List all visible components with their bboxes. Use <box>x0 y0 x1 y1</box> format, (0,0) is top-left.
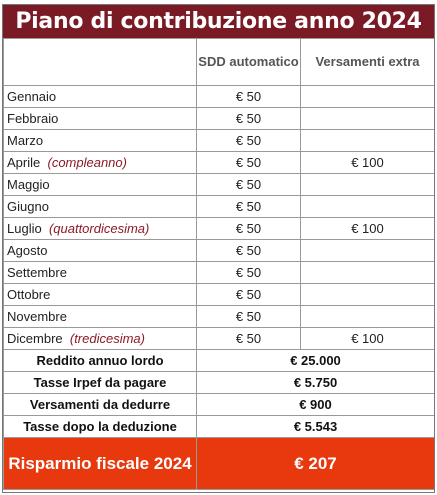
month-cell[interactable] <box>4 306 197 328</box>
sdd-cell[interactable]: € 50 <box>197 262 301 284</box>
month-note: (quattordicesima) <box>48 221 150 236</box>
month-name: Aprile <box>7 155 41 170</box>
month-row <box>4 240 435 262</box>
sdd-cell[interactable]: € 50 <box>197 284 301 306</box>
extra-cell[interactable]: € 100 <box>301 218 435 240</box>
summary-row <box>4 350 435 372</box>
summary-label[interactable]: Tasse Irpef da pagare <box>4 372 197 394</box>
month-cell[interactable] <box>4 108 197 130</box>
month-cell[interactable] <box>4 262 197 284</box>
savings-row <box>4 438 435 490</box>
month-name: Gennaio <box>7 89 57 104</box>
summary-label[interactable]: Tasse dopo la deduzione <box>4 416 197 438</box>
summary-value[interactable]: € 5.750 <box>197 372 435 394</box>
month-cell[interactable] <box>4 240 197 262</box>
summary-label[interactable]: Versamenti da dedurre <box>4 394 197 416</box>
month-cell[interactable] <box>4 196 197 218</box>
extra-cell[interactable] <box>301 86 435 108</box>
month-row <box>4 108 435 130</box>
extra-cell[interactable] <box>301 130 435 152</box>
extra-cell[interactable]: € 100 <box>301 152 435 174</box>
sdd-cell[interactable]: € 50 <box>197 86 301 108</box>
sdd-cell[interactable]: € 50 <box>197 108 301 130</box>
month-note: (compleanno) <box>47 155 127 170</box>
month-row <box>4 196 435 218</box>
month-name: Febbraio <box>7 111 59 126</box>
month-cell[interactable] <box>4 328 197 350</box>
month-name: Settembre <box>7 265 67 280</box>
extra-cell[interactable] <box>301 262 435 284</box>
sdd-cell[interactable]: € 50 <box>197 240 301 262</box>
summary-value[interactable]: € 25.000 <box>197 350 435 372</box>
month-row <box>4 86 435 108</box>
month-note: (tredicesima) <box>69 331 145 346</box>
month-cell[interactable] <box>4 130 197 152</box>
month-row <box>4 218 435 240</box>
month-row <box>4 174 435 196</box>
extra-cell[interactable] <box>301 284 435 306</box>
month-name: Luglio <box>7 221 42 236</box>
summary-value[interactable]: € 900 <box>197 394 435 416</box>
month-row <box>4 262 435 284</box>
month-name: Maggio <box>7 177 50 192</box>
extra-cell[interactable] <box>301 108 435 130</box>
month-cell[interactable] <box>4 218 197 240</box>
month-name: Ottobre <box>7 287 51 302</box>
summary-row <box>4 416 435 438</box>
summary-value[interactable]: € 5.543 <box>197 416 435 438</box>
extra-cell[interactable] <box>301 196 435 218</box>
contribution-table <box>3 38 435 490</box>
extra-cell[interactable] <box>301 306 435 328</box>
month-cell[interactable] <box>4 174 197 196</box>
extra-cell[interactable]: € 100 <box>301 328 435 350</box>
sdd-cell[interactable]: € 50 <box>197 196 301 218</box>
month-cell[interactable] <box>4 152 197 174</box>
sdd-cell[interactable]: € 50 <box>197 218 301 240</box>
month-name: Novembre <box>7 309 67 324</box>
month-row <box>4 328 435 350</box>
month-row <box>4 152 435 174</box>
sdd-cell[interactable]: € 50 <box>197 174 301 196</box>
extra-cell[interactable] <box>301 174 435 196</box>
month-cell[interactable] <box>4 284 197 306</box>
header-extra[interactable]: Versamenti extra <box>301 39 435 86</box>
month-name: Dicembre <box>7 331 63 346</box>
sdd-cell[interactable]: € 50 <box>197 306 301 328</box>
contribution-plan-sheet <box>2 4 435 493</box>
summary-row <box>4 372 435 394</box>
summary-row <box>4 394 435 416</box>
month-row <box>4 306 435 328</box>
savings-label[interactable]: Risparmio fiscale 2024 <box>4 438 197 490</box>
month-row <box>4 130 435 152</box>
sdd-cell[interactable]: € 50 <box>197 152 301 174</box>
sdd-cell[interactable]: € 50 <box>197 130 301 152</box>
extra-cell[interactable] <box>301 240 435 262</box>
month-name: Agosto <box>7 243 48 258</box>
sheet-title: Piano di contribuzione anno 2024 <box>3 5 434 38</box>
header-sdd[interactable]: SDD automatico <box>197 39 301 86</box>
month-cell[interactable] <box>4 86 197 108</box>
summary-label[interactable]: Reddito annuo lordo <box>4 350 197 372</box>
header-row <box>4 39 435 86</box>
header-empty-cell[interactable] <box>4 39 197 86</box>
sdd-cell[interactable]: € 50 <box>197 328 301 350</box>
month-name: Giugno <box>7 199 49 214</box>
month-row <box>4 284 435 306</box>
month-name: Marzo <box>7 133 44 148</box>
savings-value[interactable]: € 207 <box>197 438 435 490</box>
